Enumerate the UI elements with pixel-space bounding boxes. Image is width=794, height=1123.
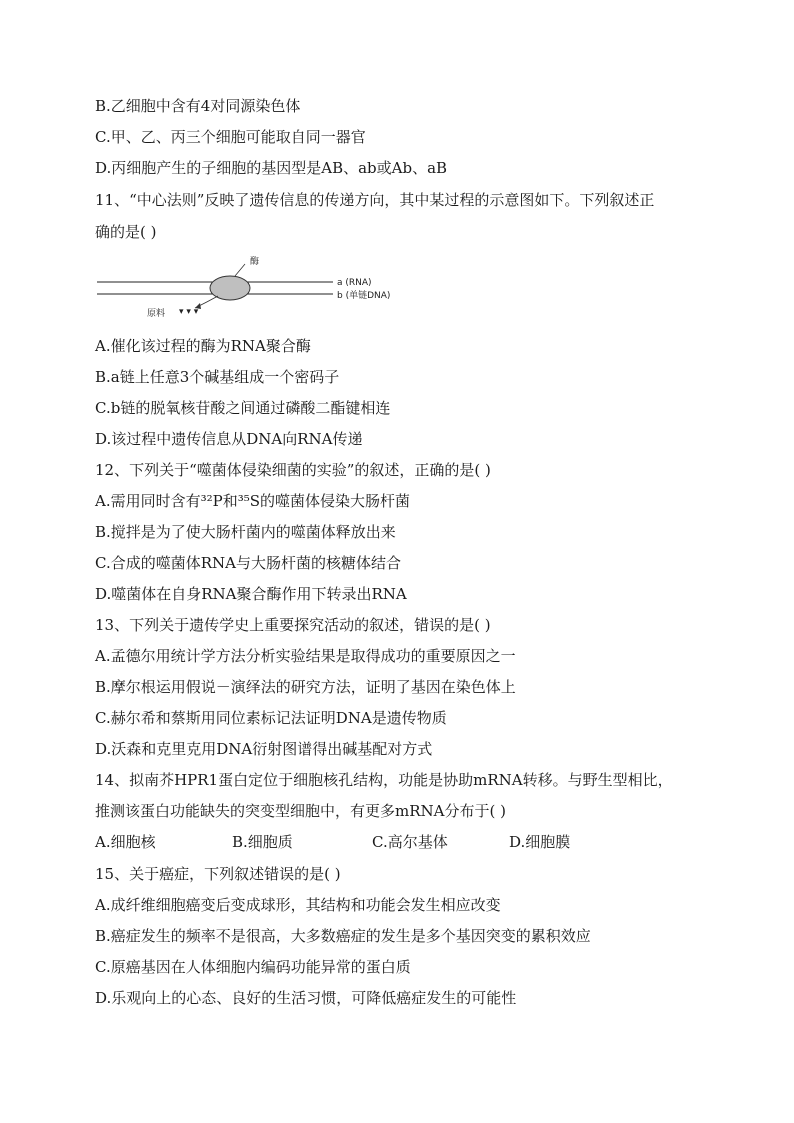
q12-option-d: D.噬菌体在自身RNA聚合酶作用下转录出RNA [95, 585, 407, 603]
q14-option-a: A.细胞核 [95, 833, 156, 851]
q11-stem-line-1: 11、“中心法则”反映了遗传信息的传递方向，其中某过程的示意图如下。下列叙述正 [95, 191, 655, 209]
q10-option-d: D.丙细胞产生的子细胞的基因型是AB、ab或Ab、aB [95, 159, 448, 177]
q11-stem-line-2: 确的是( ) [95, 223, 157, 241]
nucleotide-symbols: ▾ ▾ ▾ [179, 307, 199, 317]
q12-option-c: C.合成的噬菌体RNA与大肠杆菌的核糖体结合 [95, 554, 401, 572]
q13-option-c: C.赫尔希和蔡斯用同位素标记法证明DNA是遗传物质 [95, 709, 447, 727]
q13-stem: 13、下列关于遗传学史上重要探究活动的叙述，错误的是( ) [95, 616, 491, 634]
q15-option-a: A.成纤维细胞癌变后变成球形，其结构和功能会发生相应改变 [95, 896, 501, 914]
enzyme-ellipse [210, 276, 250, 300]
q15-option-b: B.癌症发生的频率不是很高，大多数癌症的发生是多个基因突变的累积效应 [95, 927, 591, 945]
q15-stem: 15、关于癌症，下列叙述错误的是( ) [95, 865, 341, 883]
q14-option-d: D.细胞膜 [509, 833, 571, 851]
q11-option-a: A.催化该过程的酶为RNA聚合酶 [95, 337, 311, 355]
q13-option-b: B.摩尔根运用假说－演绎法的研究方法，证明了基因在染色体上 [95, 678, 516, 696]
q15-option-c: C.原癌基因在人体细胞内编码功能异常的蛋白质 [95, 958, 411, 976]
q13-option-a: A.孟德尔用统计学方法分析实验结果是取得成功的重要原因之一 [95, 647, 516, 665]
q13-option-d: D.沃森和克里克用DNA衍射图谱得出碱基配对方式 [95, 740, 433, 758]
q12-option-a: A.需用同时含有³²P和³⁵S的噬菌体侵染大肠杆菌 [95, 492, 411, 510]
transcription-figure [95, 254, 435, 324]
q14-stem-line-1: 14、拟南芥HPR1蛋白定位于细胞核孔结构，功能是协助mRNA转移。与野生型相比， [95, 771, 673, 789]
strand-a-label: a (RNA) [337, 278, 372, 288]
transcription-diagram [95, 254, 435, 324]
q11-option-d: D.该过程中遗传信息从DNA向RNA传递 [95, 430, 363, 448]
q14-option-c: C.高尔基体 [372, 833, 448, 851]
enzyme-label: 酶 [250, 257, 260, 267]
q12-option-b: B.搅拌是为了使大肠杆菌内的噬菌体释放出来 [95, 523, 396, 541]
q14-option-b: B.细胞质 [232, 833, 293, 851]
raw-material-label: 原料 [147, 309, 166, 319]
enzyme-pointer [235, 264, 245, 276]
q14-options [95, 832, 695, 854]
q10-option-b: B.乙细胞中含有4对同源染色体 [95, 97, 301, 115]
strand-b-label: b (单链DNA) [337, 291, 391, 301]
q15-option-d: D.乐观向上的心态、良好的生活习惯，可降低癌症发生的可能性 [95, 989, 517, 1007]
q11-option-c: C.b链的脱氧核苷酸之间通过磷酸二酯键相连 [95, 399, 391, 417]
q14-stem-line-2: 推测该蛋白功能缺失的突变型细胞中，有更多mRNA分布于( ) [95, 802, 506, 820]
q12-stem: 12、下列关于“噬菌体侵染细菌的实验”的叙述，正确的是( ) [95, 461, 491, 479]
q10-option-c: C.甲、乙、丙三个细胞可能取自同一器官 [95, 128, 366, 146]
q11-option-b: B.a链上任意3个碱基组成一个密码子 [95, 368, 340, 386]
